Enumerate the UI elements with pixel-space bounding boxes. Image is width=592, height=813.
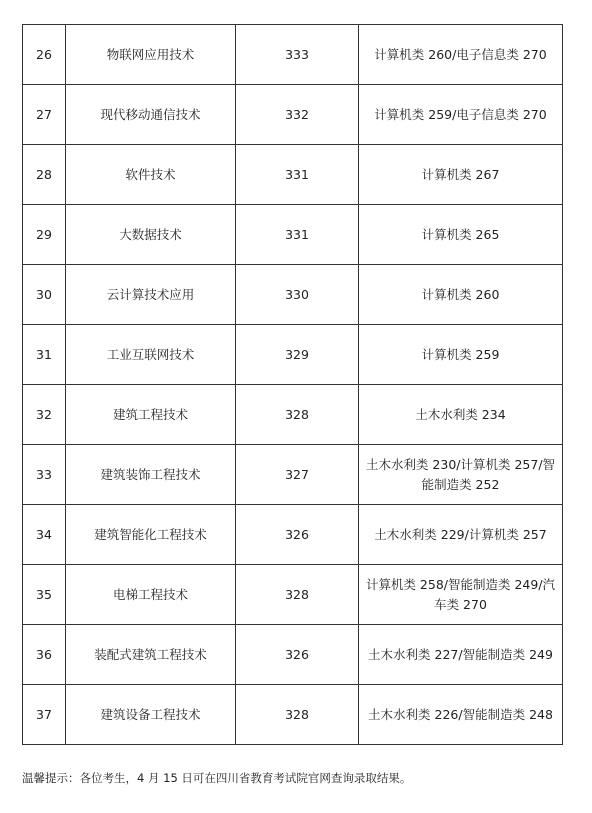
cutoff-cell: 计算机类 259/电子信息类 270	[359, 85, 563, 145]
score-cell: 327	[236, 445, 359, 505]
major-name: 软件技术	[66, 145, 236, 205]
table-row	[23, 625, 563, 685]
table-row	[23, 25, 563, 85]
cutoff-cell: 计算机类 265	[359, 205, 563, 265]
row-number: 28	[23, 145, 66, 205]
row-number: 30	[23, 265, 66, 325]
table-row	[23, 85, 563, 145]
reminder-note: 温馨提示：各位考生，4 月 15 日可在四川省教育考试院官网查询录取结果。	[22, 771, 412, 785]
row-number: 27	[23, 85, 66, 145]
table-row	[23, 505, 563, 565]
score-cell: 328	[236, 565, 359, 625]
cutoff-cell: 计算机类 260	[359, 265, 563, 325]
score-cell: 331	[236, 145, 359, 205]
admission-score-table	[22, 24, 563, 745]
table-row	[23, 565, 563, 625]
major-name: 装配式建筑工程技术	[66, 625, 236, 685]
score-cell: 330	[236, 265, 359, 325]
table-row	[23, 685, 563, 745]
major-name: 工业互联网技术	[66, 325, 236, 385]
cutoff-cell: 土木水利类 227/智能制造类 249	[359, 625, 563, 685]
table-row	[23, 385, 563, 445]
table-row	[23, 145, 563, 205]
score-cell: 326	[236, 625, 359, 685]
score-cell: 331	[236, 205, 359, 265]
table-row	[23, 325, 563, 385]
score-cell: 329	[236, 325, 359, 385]
cutoff-cell: 计算机类 259	[359, 325, 563, 385]
major-name: 物联网应用技术	[66, 25, 236, 85]
major-name: 建筑设备工程技术	[66, 685, 236, 745]
row-number: 31	[23, 325, 66, 385]
cutoff-cell: 土木水利类 230/计算机类 257/智能制造类 252	[359, 445, 563, 505]
major-name: 建筑智能化工程技术	[66, 505, 236, 565]
score-cell: 333	[236, 25, 359, 85]
table-row	[23, 445, 563, 505]
cutoff-cell: 土木水利类 229/计算机类 257	[359, 505, 563, 565]
row-number: 36	[23, 625, 66, 685]
row-number: 35	[23, 565, 66, 625]
cutoff-cell: 计算机类 258/智能制造类 249/汽车类 270	[359, 565, 563, 625]
cutoff-cell: 计算机类 260/电子信息类 270	[359, 25, 563, 85]
major-name: 现代移动通信技术	[66, 85, 236, 145]
score-cell: 328	[236, 385, 359, 445]
table-body	[23, 25, 563, 745]
table-row	[23, 265, 563, 325]
row-number: 34	[23, 505, 66, 565]
table-row	[23, 205, 563, 265]
score-cell: 328	[236, 685, 359, 745]
score-cell: 326	[236, 505, 359, 565]
row-number: 37	[23, 685, 66, 745]
row-number: 26	[23, 25, 66, 85]
major-name: 建筑工程技术	[66, 385, 236, 445]
row-number: 29	[23, 205, 66, 265]
cutoff-cell: 土木水利类 226/智能制造类 248	[359, 685, 563, 745]
score-cell: 332	[236, 85, 359, 145]
cutoff-cell: 计算机类 267	[359, 145, 563, 205]
major-name: 云计算技术应用	[66, 265, 236, 325]
row-number: 33	[23, 445, 66, 505]
major-name: 电梯工程技术	[66, 565, 236, 625]
major-name: 大数据技术	[66, 205, 236, 265]
cutoff-cell: 土木水利类 234	[359, 385, 563, 445]
major-name: 建筑装饰工程技术	[66, 445, 236, 505]
row-number: 32	[23, 385, 66, 445]
